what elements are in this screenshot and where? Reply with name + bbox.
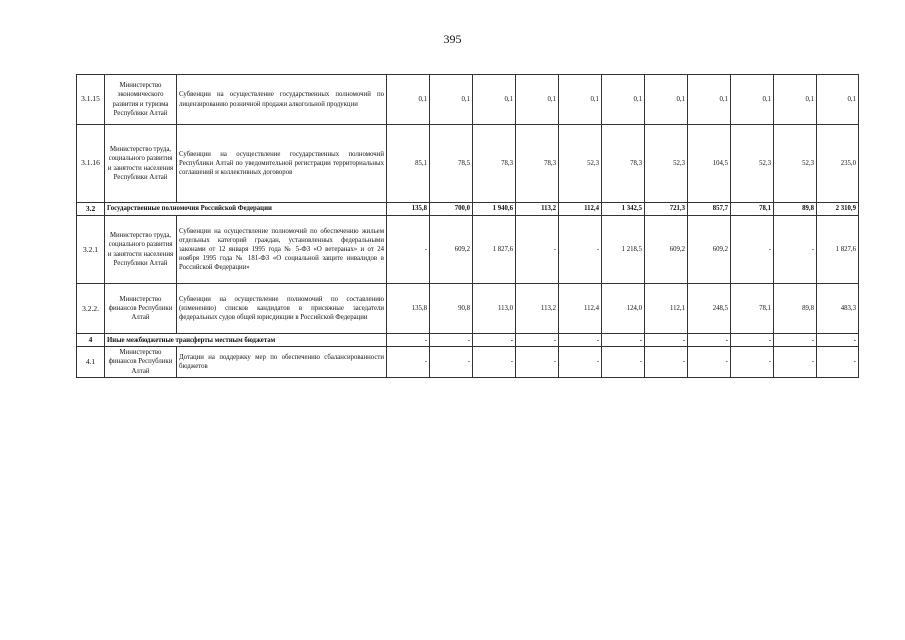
value-cell: - <box>645 347 688 378</box>
value-cell: 0,1 <box>731 75 774 125</box>
table-row <box>77 347 859 378</box>
value-cell: - <box>516 216 559 284</box>
value-cell: 0,1 <box>473 75 516 125</box>
value-cell: - <box>774 216 817 284</box>
value-cell: - <box>559 347 602 378</box>
value-cell: 78,3 <box>516 125 559 203</box>
value-cell: - <box>817 334 859 347</box>
value-cell: 1 342,5 <box>602 203 645 216</box>
row-code: 3.2.1 <box>77 216 105 284</box>
value-cell: 0,1 <box>559 75 602 125</box>
row-code: 3.2.2. <box>77 284 105 334</box>
value-cell: 609,2 <box>688 216 731 284</box>
value-cell: 52,3 <box>774 125 817 203</box>
value-cell: - <box>516 347 559 378</box>
value-cell: 78,5 <box>430 125 473 203</box>
value-cell: 104,5 <box>688 125 731 203</box>
value-cell: 85,1 <box>387 125 430 203</box>
value-cell: 1 827,6 <box>817 216 859 284</box>
row-code: 3.1.16 <box>77 125 105 203</box>
row-organization: Министерство экономического развития и туризма Республики Алтай <box>105 75 177 125</box>
value-cell: - <box>602 347 645 378</box>
value-cell: 0,1 <box>688 75 731 125</box>
value-cell: 0,1 <box>602 75 645 125</box>
value-cell: - <box>774 347 817 378</box>
value-cell: 52,3 <box>559 125 602 203</box>
value-cell: 483,3 <box>817 284 859 334</box>
row-description: Субвенции на осуществление полномочий по обеспечению жильем отдельных категорий граждан, установленных федеральными законами от 12 января 1995 года № 5-ФЗ «О ветеранах» и от 24 ноября 1995 года № 181-ФЗ «О социальной защите инвалидов в Российской Федерации» <box>177 216 387 284</box>
value-cell: 857,7 <box>688 203 731 216</box>
row-description: Субвенции на осуществление государственных полномочий Республики Алтай по уведомительной регистрации территориальных соглашений и коллективных договоров <box>177 125 387 203</box>
table-row <box>77 125 859 203</box>
value-cell: - <box>731 216 774 284</box>
value-cell: 1 940,6 <box>473 203 516 216</box>
value-cell: 113,0 <box>473 284 516 334</box>
value-cell: - <box>473 334 516 347</box>
value-cell: 0,1 <box>774 75 817 125</box>
value-cell: 700,0 <box>430 203 473 216</box>
value-cell: 721,3 <box>645 203 688 216</box>
value-cell: - <box>473 347 516 378</box>
value-cell: - <box>817 347 859 378</box>
value-cell: 248,5 <box>688 284 731 334</box>
row-organization: Министерство труда, социального развития и занятости населения Республики Алтай <box>105 125 177 203</box>
value-cell: 89,8 <box>774 203 817 216</box>
value-cell: - <box>688 334 731 347</box>
value-cell: 1 218,5 <box>602 216 645 284</box>
row-code: 3.2 <box>77 203 105 216</box>
value-cell: - <box>602 334 645 347</box>
row-code: 4 <box>77 334 105 347</box>
value-cell: 78,1 <box>731 284 774 334</box>
value-cell: 52,3 <box>645 125 688 203</box>
section-row <box>77 203 859 216</box>
value-cell: 1 827,6 <box>473 216 516 284</box>
budget-table <box>76 74 859 378</box>
value-cell: - <box>731 334 774 347</box>
table-row <box>77 284 859 334</box>
table-body <box>77 75 859 378</box>
table-row <box>77 216 859 284</box>
value-cell: 235,0 <box>817 125 859 203</box>
value-cell: - <box>731 347 774 378</box>
value-cell: 78,3 <box>473 125 516 203</box>
value-cell: 124,0 <box>602 284 645 334</box>
value-cell: 0,1 <box>645 75 688 125</box>
row-description: Дотации на поддержку мер по обеспечению сбалансированности бюджетов <box>177 347 387 378</box>
value-cell: - <box>688 347 731 378</box>
value-cell: 135,8 <box>387 203 430 216</box>
section-title: Государственные полномочия Российской Федерации <box>105 203 387 216</box>
value-cell: 112,4 <box>559 284 602 334</box>
page-number: 395 <box>443 32 462 46</box>
section-row <box>77 334 859 347</box>
value-cell: - <box>559 334 602 347</box>
section-title: Иные межбюджетные трансферты местным бюджетам <box>105 334 387 347</box>
value-cell: - <box>430 347 473 378</box>
value-cell: - <box>559 216 602 284</box>
value-cell: 52,3 <box>731 125 774 203</box>
row-description: Субвенции на осуществление государственных полномочий по лицензированию розничной продажи алкогольной продукции <box>177 75 387 125</box>
row-description: Субвенции на осуществление полномочий по составлению (изменению) списков кандидатов в присяжные заседатели федеральных судов общей юрисдикции в Российской Федерации <box>177 284 387 334</box>
table-row <box>77 75 859 125</box>
value-cell: - <box>387 334 430 347</box>
value-cell: 112,1 <box>645 284 688 334</box>
value-cell: - <box>774 334 817 347</box>
row-organization: Министерство финансов Республики Алтай <box>105 284 177 334</box>
value-cell: - <box>387 347 430 378</box>
value-cell: - <box>430 334 473 347</box>
value-cell: - <box>645 334 688 347</box>
value-cell: 113,2 <box>516 203 559 216</box>
row-code: 3.1.15 <box>77 75 105 125</box>
row-organization: Министерство финансов Республики Алтай <box>105 347 177 378</box>
value-cell: 0,1 <box>817 75 859 125</box>
value-cell: 609,2 <box>430 216 473 284</box>
row-code: 4.1 <box>77 347 105 378</box>
value-cell: 113,2 <box>516 284 559 334</box>
value-cell: - <box>387 216 430 284</box>
value-cell: 89,8 <box>774 284 817 334</box>
value-cell: 609,2 <box>645 216 688 284</box>
value-cell: 2 310,9 <box>817 203 859 216</box>
row-organization: Министерство труда, социального развития и занятости населения Республики Алтай <box>105 216 177 284</box>
value-cell: 0,1 <box>430 75 473 125</box>
value-cell: 78,1 <box>731 203 774 216</box>
value-cell: 0,1 <box>516 75 559 125</box>
value-cell: 90,8 <box>430 284 473 334</box>
value-cell: 78,3 <box>602 125 645 203</box>
value-cell: 112,4 <box>559 203 602 216</box>
value-cell: 135,8 <box>387 284 430 334</box>
value-cell: 0,1 <box>387 75 430 125</box>
value-cell: - <box>516 334 559 347</box>
